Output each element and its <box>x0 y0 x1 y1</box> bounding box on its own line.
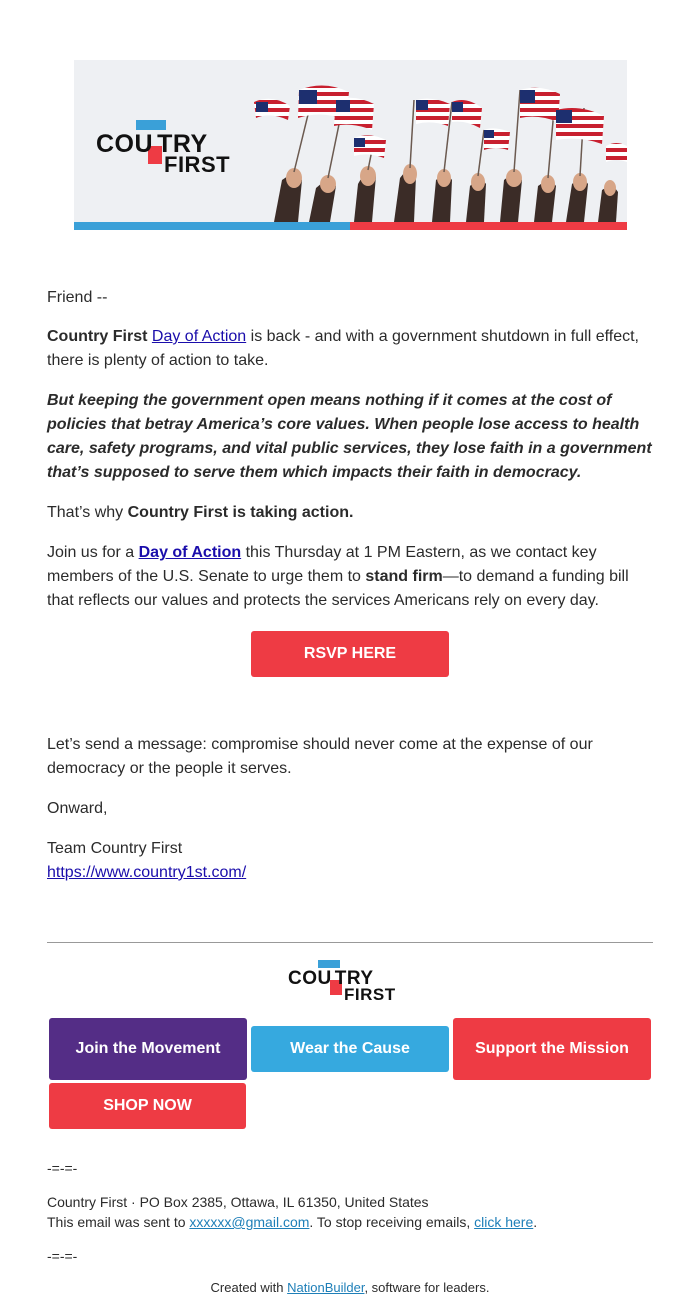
intro-text: is back - and with a government shutdown in full effect, there is plenty of action to take. <box>47 328 639 369</box>
nationbuilder-link[interactable]: NationBuilder <box>287 1280 365 1295</box>
stand-firm-text: stand firm <box>365 568 443 585</box>
greeting: Friend -- <box>47 289 108 306</box>
join-prefix: Join us for a <box>47 544 139 561</box>
day-of-action-link-2[interactable]: Day of Action <box>138 544 242 561</box>
message-paragraph: Let’s send a message: compromise should never come at the expense of our democracy or the people it serves. <box>47 736 593 777</box>
action-paragraph <box>47 501 657 525</box>
footer-logo: COU TRY FIRST <box>288 960 418 1002</box>
action-prefix: That’s why <box>47 504 128 521</box>
signature <box>47 837 657 885</box>
emphasis-paragraph <box>47 389 657 485</box>
separator-bottom: -=-=- <box>47 1248 78 1264</box>
join-middle: this Thursday at 1 PM Eastern, as we contact key members of the U.S. Senate to urge them to <box>47 544 597 585</box>
banner-stripe-red <box>350 222 627 230</box>
footer-sent-notice: This email was sent to xxxxxx@gmail.com. To stop receiving emails, click here. <box>47 1214 538 1230</box>
header-banner <box>74 60 627 230</box>
footer-address: Country First · PO Box 2385, Ottawa, IL 61350, United States <box>47 1194 429 1210</box>
footer-divider <box>47 942 653 943</box>
unsubscribe-link[interactable]: click here <box>474 1214 534 1230</box>
team-name: Team Country First <box>47 840 183 857</box>
banner-stripe-blue <box>74 222 350 230</box>
signoff: Onward, <box>47 800 108 817</box>
intro-paragraph <box>47 325 657 373</box>
country-first-logo: COU TRY FIRST <box>96 120 266 175</box>
credit-line: Created with NationBuilder, software for leaders. <box>210 1280 490 1295</box>
website-link[interactable]: https://www.country1st.com/ <box>47 864 247 881</box>
separator-top: -=-=- <box>47 1160 78 1176</box>
wear-cause-button[interactable]: Wear the Cause <box>251 1026 449 1072</box>
join-end: —to demand a funding bill that reflects our values and protects the services Americans rely on every day. <box>47 568 629 609</box>
emphasis-text: But keeping the government open means nothing if it comes at the cost of policies that betray America’s core values. When people lose access to health care, safety programs, and vital public services, they lose faith in a government that’s supposed to serve them which impacts their faith in democracy. <box>47 392 652 481</box>
join-movement-button[interactable]: Join the Movement <box>49 1018 247 1080</box>
support-mission-button[interactable]: Support the Mission <box>453 1018 651 1080</box>
recipient-email-link[interactable]: xxxxxx@gmail.com <box>189 1214 310 1230</box>
intro-org-name: Country First <box>47 328 148 345</box>
footer-address-block <box>47 1192 537 1232</box>
flags-crowd-image <box>254 60 627 222</box>
join-paragraph <box>47 541 657 613</box>
shop-now-button[interactable]: SHOP NOW <box>49 1083 246 1129</box>
day-of-action-link-1[interactable]: Day of Action <box>151 328 247 345</box>
action-bold: Country First is taking action. <box>127 504 354 521</box>
rsvp-button[interactable]: RSVP HERE <box>251 631 449 677</box>
